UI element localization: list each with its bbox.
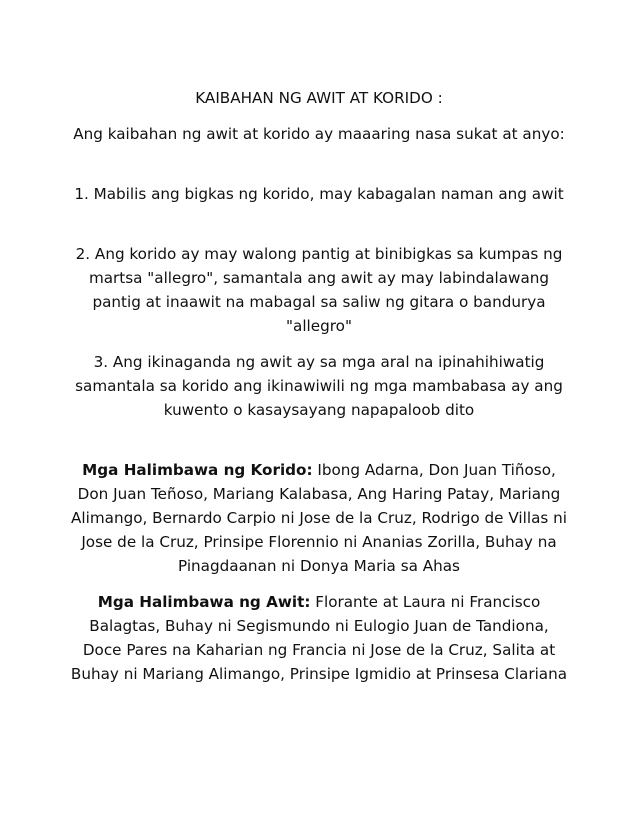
difference-item-3: 3. Ang ikinaganda ng awit ay sa mga aral na ipinahihiwatig samantala sa korido ang ikinawiwili ng mga mambabasa ay ang kuwento o kasaysayang napapaloob dito: [75, 353, 563, 419]
korido-examples: [68, 458, 570, 578]
awit-examples-text: Florante at Laura ni Francisco Balagtas, Buhay ni Segismundo ni Eulogio Juan de Tandiona, Doce Pares na Kaharian ng Francia ni Jose de la Cruz, Salita at Buhay ni Mariang Alimango, Prinsipe Igmidio at Prinsesa Clariana: [70, 593, 568, 683]
intro-paragraph: Ang kaibahan ng awit at korido ay maaaring nasa sukat at anyo:: [73, 125, 565, 143]
document-title: KAIBAHAN NG AWIT AT KORIDO :: [195, 89, 443, 107]
difference-item-1: 1. Mabilis ang bigkas ng korido, may kabagalan naman ang awit: [74, 185, 564, 203]
korido-examples-text: Ibong Adarna, Don Juan Tiñoso, Don Juan Teñoso, Mariang Kalabasa, Ang Haring Patay, Mariang Alimango, Bernardo Carpio ni Jose de la Cruz, Rodrigo de Villas ni Jose de la Cruz, Prinsipe Florennio ni Ananias Zorilla, Buhay na Pinagdaanan ni Donya Maria sa Ahas: [71, 461, 567, 575]
difference-item-2: 2. Ang korido ay may walong pantig at binibigkas sa kumpas ng martsa "allegro", samantala ang awit ay may labindalawang pantig at inaawit na mabagal sa saliw ng gitara o bandurya "allegro": [75, 245, 563, 335]
awit-examples-label: Mga Halimbawa ng Awit:: [97, 593, 311, 611]
korido-examples-label: Mga Halimbawa ng Korido:: [82, 461, 313, 479]
awit-examples: [68, 590, 570, 686]
